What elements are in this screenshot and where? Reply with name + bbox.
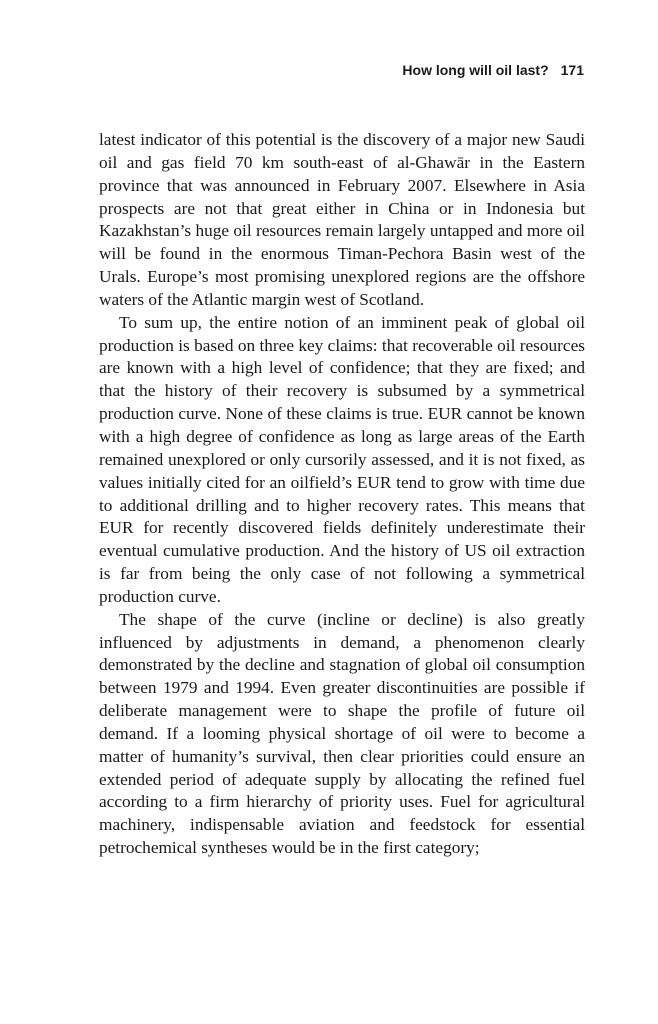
running-title: How long will oil last? xyxy=(402,62,549,78)
body-text xyxy=(99,129,585,860)
paragraph-demand-curve: The shape of the curve (incline or decline) is also greatly influenced by adjustments in demand, a phenomenon clearly demonstrated by the decline and stagnation of global oil consumption between 1979 and 1994. Even greater discontinuities are possible if deliberate management were to shape the profile of future oil demand. If a looming physical shortage of oil were to become a matter of humanity’s survival, then clear priorities could ensure an extended period of adequate supply by allocating the refined fuel according to a firm hierarchy of priority uses. Fuel for agricultural machinery, indispensable aviation and feedstock for essential petrochemical syntheses would be in the first category; xyxy=(99,609,585,858)
paragraph-summary: To sum up, the entire notion of an imminent peak of global oil production is based on three key claims: that recoverable oil resources are known with a high level of confidence; that they are fixed; and that the history of their recovery is subsumed by a symmetrical production curve. None of these claims is true. EUR cannot be known with a high degree of confidence as long as large areas of the Earth remained unexplored or only cursorily assessed, and it is not fixed, as values initially cited for an oilfield’s EUR tend to grow with time due to additional drilling and to higher recovery rates. This means that EUR for recently discovered fields definitely underestimate their eventual cumulative production. And the history of US oil extraction is far from being the only case of not following a symmetrical production curve. xyxy=(99,312,585,606)
paragraph-continuation: latest indicator of this potential is the discovery of a major new Saudi oil and gas field 70 km south-east of al-Ghawār in the Eastern province that was announced in February 2007. Elsewhere in Asia prospects are not that great either in China or in Indonesia but Kazakhstan’s huge oil resources remain largely untapped and more oil will be found in the enormous Timan-Pechora Basin west of the Urals. Europe’s most promising unexplored regions are the offshore waters of the Atlantic margin west of Scotland. xyxy=(99,130,585,309)
page-number: 171 xyxy=(560,62,584,78)
running-head xyxy=(99,61,584,79)
